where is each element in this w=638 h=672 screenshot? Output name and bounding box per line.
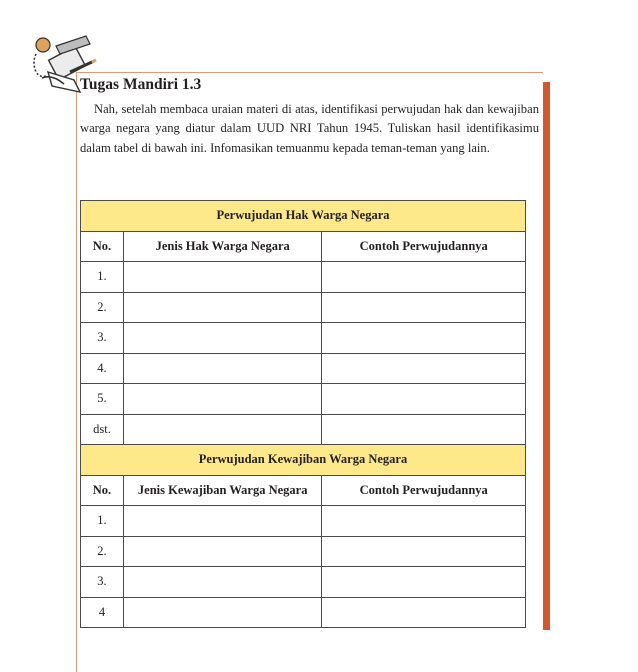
jenis-cell[interactable]	[123, 292, 321, 323]
jenis-cell[interactable]	[123, 567, 321, 598]
contoh-cell[interactable]	[322, 384, 526, 415]
jenis-cell[interactable]	[123, 597, 321, 628]
row-number: 1.	[81, 262, 124, 293]
row-number: 4	[81, 597, 124, 628]
kewajiban-table-heading: Perwujudan Kewajiban Warga Negara	[81, 445, 526, 476]
table-row	[81, 323, 526, 354]
contoh-cell[interactable]	[322, 536, 526, 567]
task-table	[80, 200, 526, 628]
accent-bar	[543, 82, 550, 630]
row-number: 5.	[81, 384, 124, 415]
column-header: Jenis Hak Warga Negara	[123, 231, 321, 262]
row-number: 3.	[81, 323, 124, 354]
contoh-cell[interactable]	[322, 414, 526, 445]
jenis-cell[interactable]	[123, 323, 321, 354]
hak-table-heading: Perwujudan Hak Warga Negara	[81, 201, 526, 232]
column-header: No.	[81, 231, 124, 262]
task-instruction	[80, 100, 539, 158]
jenis-cell[interactable]	[123, 536, 321, 567]
row-number: 3.	[81, 567, 124, 598]
column-header: Contoh Perwujudannya	[322, 231, 526, 262]
contoh-cell[interactable]	[322, 597, 526, 628]
row-number: 2.	[81, 292, 124, 323]
jenis-cell[interactable]	[123, 506, 321, 537]
contoh-cell[interactable]	[322, 292, 526, 323]
jenis-cell[interactable]	[123, 384, 321, 415]
instruction-text: Nah, setelah membaca uraian materi di atas, identifikasi perwujudan hak dan kewajiban warga negara yang diatur dalam UUD NRI Tahun 1945. Tuliskan hasil identifikasimu dalam tabel di bawah ini. Infomasikan temuanmu kepada teman-teman yang lain.	[80, 102, 539, 155]
table-row	[81, 384, 526, 415]
table-row	[81, 353, 526, 384]
table-row	[81, 414, 526, 445]
column-header: No.	[81, 475, 124, 506]
table-row	[81, 262, 526, 293]
contoh-cell[interactable]	[322, 262, 526, 293]
jenis-cell[interactable]	[123, 262, 321, 293]
table-row	[81, 567, 526, 598]
column-header: Jenis Kewajiban Warga Negara	[123, 475, 321, 506]
contoh-cell[interactable]	[322, 506, 526, 537]
contoh-cell[interactable]	[322, 323, 526, 354]
row-number: 1.	[81, 506, 124, 537]
task-title: Tugas Mandiri 1.3	[80, 76, 202, 93]
table-row	[81, 536, 526, 567]
row-number: 2.	[81, 536, 124, 567]
row-number: 4.	[81, 353, 124, 384]
table-row	[81, 597, 526, 628]
contoh-cell[interactable]	[322, 567, 526, 598]
jenis-cell[interactable]	[123, 414, 321, 445]
contoh-cell[interactable]	[322, 353, 526, 384]
row-number: dst.	[81, 414, 124, 445]
table-row	[81, 292, 526, 323]
table-row	[81, 506, 526, 537]
jenis-cell[interactable]	[123, 353, 321, 384]
column-header: Contoh Perwujudannya	[322, 475, 526, 506]
